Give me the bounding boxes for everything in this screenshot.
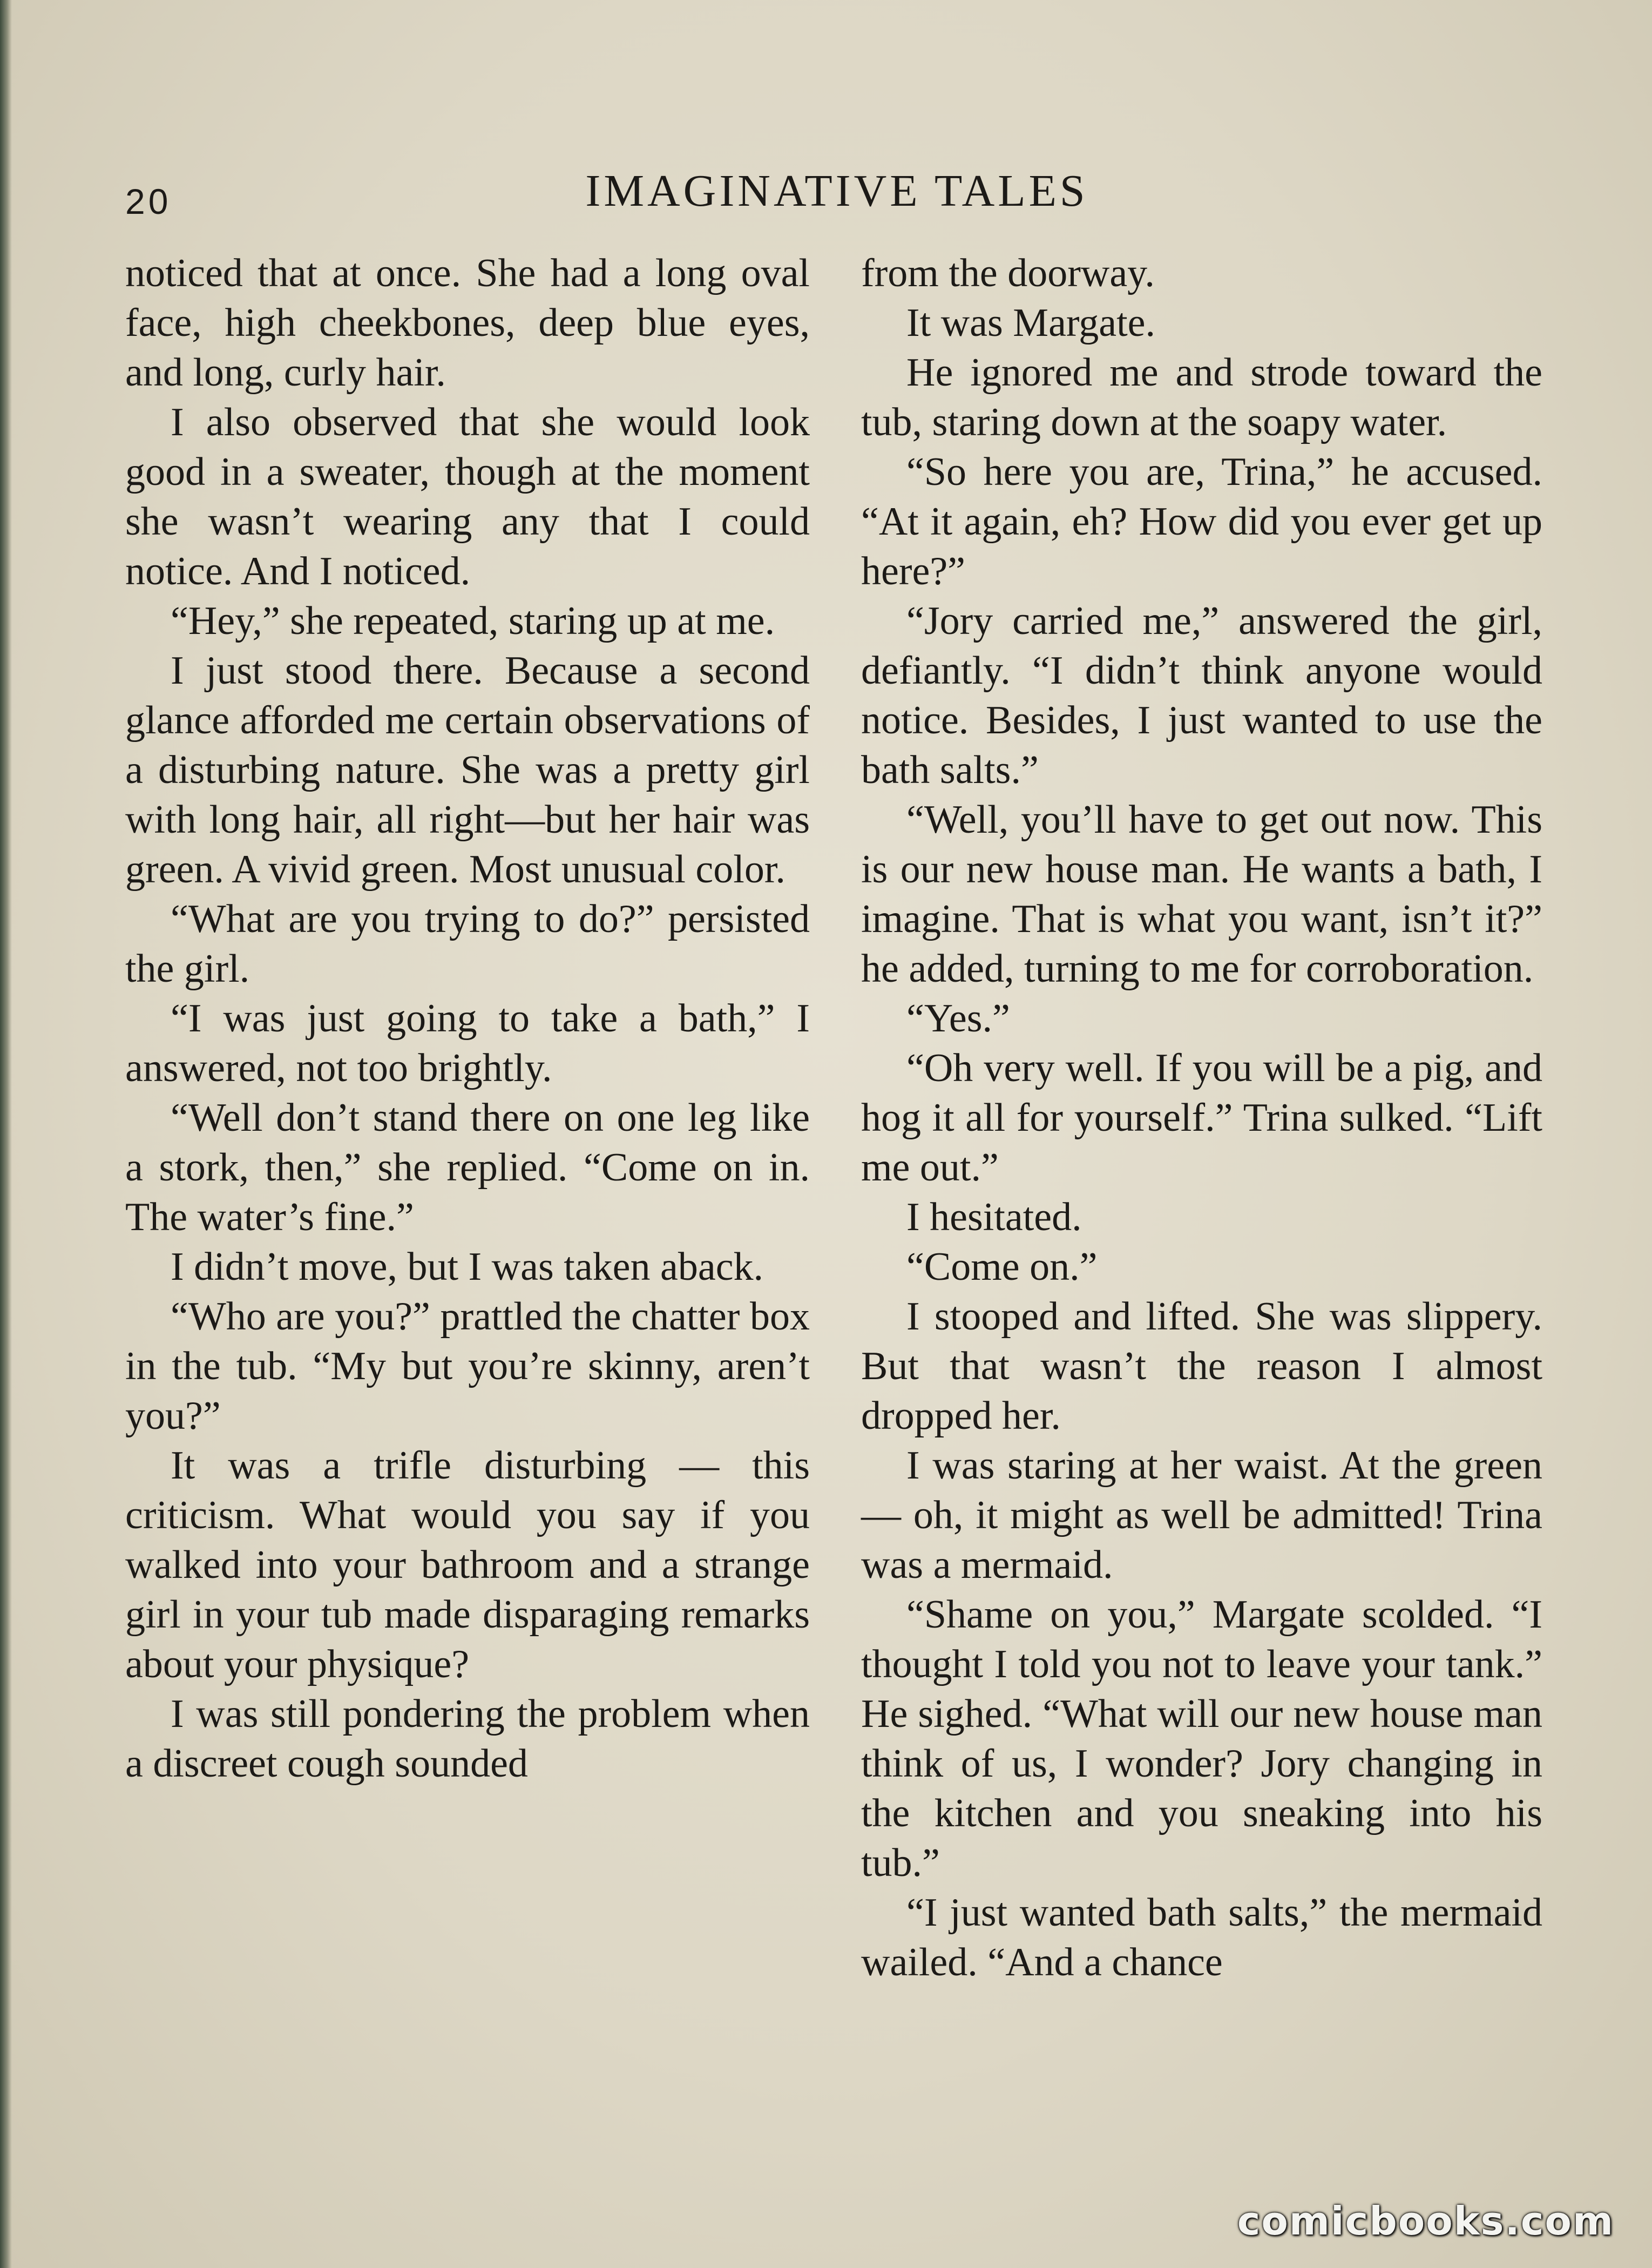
- paragraph: I didn’t move, but I was taken aback.: [171, 1245, 764, 1289]
- paragraph: “So here you are, Trina,” he accused. “At it again, eh? How did you ever get up here?”: [861, 450, 1542, 593]
- paragraph: I was still pondering the problem when a discreet cough sounded: [125, 1692, 810, 1786]
- paragraph: from the doorway.: [861, 251, 1155, 295]
- paragraph: “Who are you?” prattled the chatter box in the tub. “My but you’re skinny, aren’t you?”: [125, 1294, 810, 1438]
- paragraph: “Yes.”: [906, 996, 1010, 1041]
- paragraph: I also observed that she would look good in a sweater, though at the moment she wasn’t wearing any that I could notice. And I noticed.: [125, 400, 810, 593]
- right-text-column: [861, 248, 1542, 1987]
- paragraph: It was a trifle disturbing — this criticism. What would you say if you walked into your bathroom and a strange girl in your tub made disparaging remarks about your physique?: [125, 1443, 810, 1686]
- paragraph: I hesitated.: [906, 1195, 1082, 1239]
- paragraph: “Come on.”: [906, 1245, 1098, 1289]
- page-binding-edge: [0, 0, 12, 2268]
- paragraph: “Hey,” she repeated, staring up at me.: [171, 599, 775, 643]
- paragraph: I just stood there. Because a second glance afforded me certain observations of a disturbing nature. She was a pretty girl with long hair, all right—but her hair was green. A vivid green. Most unusual color.: [125, 649, 810, 892]
- paragraph: I was staring at her waist. At the green — oh, it might as well be admitted! Trina was a mermaid.: [861, 1443, 1542, 1587]
- page-number: 20: [125, 181, 172, 221]
- paragraph: noticed that at once. She had a long oval face, high cheekbones, deep blue eyes, and long, curly hair.: [125, 251, 810, 395]
- magazine-title: IMAGINATIVE TALES: [585, 166, 1088, 216]
- paragraph: He ignored me and strode toward the tub, staring down at the soapy water.: [861, 350, 1542, 444]
- paragraph: “I just wanted bath salts,” the mermaid wailed. “And a chance: [861, 1891, 1542, 1985]
- paragraph: “I was just going to take a bath,” I answered, not too brightly.: [125, 996, 810, 1090]
- running-head: [0, 165, 1652, 224]
- paragraph: “Well don’t stand there on one leg like a stork, then,” she replied. “Come on in. The water’s fine.”: [125, 1096, 810, 1239]
- watermark: comicbooks.com: [1237, 2198, 1614, 2244]
- paragraph: “Well, you’ll have to get out now. This is our new house man. He wants a bath, I imagine. That is what you want, isn’t it?” he added, turning to me for corroboration.: [861, 798, 1542, 991]
- paragraph: It was Margate.: [906, 301, 1155, 345]
- paragraph: “Shame on you,” Margate scolded. “I thought I told you not to leave your tank.” He sighed. “What will our new house man think of us, I wonder? Jory changing in the kitchen and you sneaking into his tub.”: [861, 1592, 1542, 1885]
- paragraph: “Oh very well. If you will be a pig, and hog it all for yourself.” Trina sulked. “Lift me out.”: [861, 1046, 1542, 1190]
- paragraph: “What are you trying to do?” persisted the girl.: [125, 897, 810, 991]
- paragraph: I stooped and lifted. She was slippery. But that wasn’t the reason I almost dropped her.: [861, 1294, 1542, 1438]
- paragraph: “Jory carried me,” answered the girl, defiantly. “I didn’t think anyone would notice. Besides, I just wanted to use the bath salts.”: [861, 599, 1542, 792]
- left-text-column: [125, 248, 810, 1788]
